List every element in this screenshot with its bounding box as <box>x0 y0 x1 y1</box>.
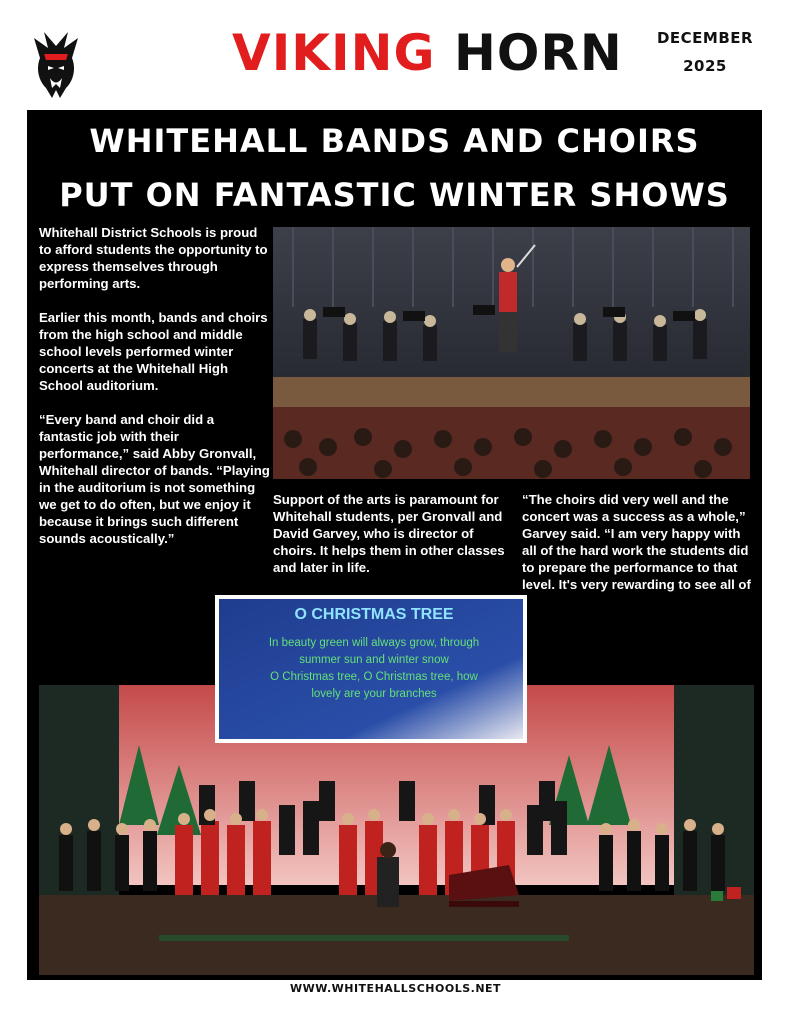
issue-date <box>650 24 760 80</box>
article-column-middle <box>273 491 511 593</box>
paragraph: “Every band and choir did a fantastic job with their performance,” said Abby Gronvall, Whitehall director of bands. “Playing in the auditorium is not something we get to do often, but we enjoy it because it brings such different sounds acoustically.” <box>39 412 270 546</box>
screen-lyrics <box>229 635 519 703</box>
lyric-line: In beauty green will always grow, through <box>268 637 480 649</box>
headline-line-1: WHITEHALL BANDS AND CHOIRS <box>89 122 700 160</box>
band-concert-photo <box>273 227 750 479</box>
lyric-line: lovely are your branches <box>311 688 437 700</box>
masthead-title <box>232 18 623 88</box>
viking-head-icon <box>26 28 86 100</box>
article-column-left <box>39 224 271 564</box>
paragraph: “The choirs did very well and the concert was a success as a whole,” Garvey said. “I am very happy with all of the hard work the students did to prepare the performance to that level. It's very rewarding to see all of <box>522 492 751 592</box>
lyric-line: O Christmas tree, O Christmas tree, how <box>270 671 478 683</box>
paragraph: Earlier this month, bands and choirs from the high school and middle school levels performed winter concerts at the Whitehall High School auditorium. <box>39 310 268 393</box>
masthead-title-black: HORN <box>453 24 623 82</box>
paragraph: Whitehall District Schools is proud to afford students the opportunity to express themselves through performing arts. <box>39 225 268 291</box>
issue-year: 2025 <box>683 57 727 75</box>
website-link[interactable]: WWW.WHITEHALLSCHOOLS.NET <box>289 982 502 995</box>
lyric-line: summer sun and winter snow <box>299 654 449 666</box>
screen-song-title: O CHRISTMAS TREE <box>294 606 454 623</box>
choir-concert-photo <box>39 595 754 975</box>
article-panel <box>27 110 762 980</box>
paragraph: Support of the arts is paramount for Whitehall students, per Gronvall and David Garvey, who is director of choirs. It helps them in other classes and later in life. <box>273 492 505 575</box>
issue-month: DECEMBER <box>656 29 754 47</box>
masthead-title-red: VIKING <box>232 24 436 82</box>
headline-line-2: PUT ON FANTASTIC WINTER SHOWS <box>59 176 730 214</box>
article-headline <box>27 114 762 222</box>
